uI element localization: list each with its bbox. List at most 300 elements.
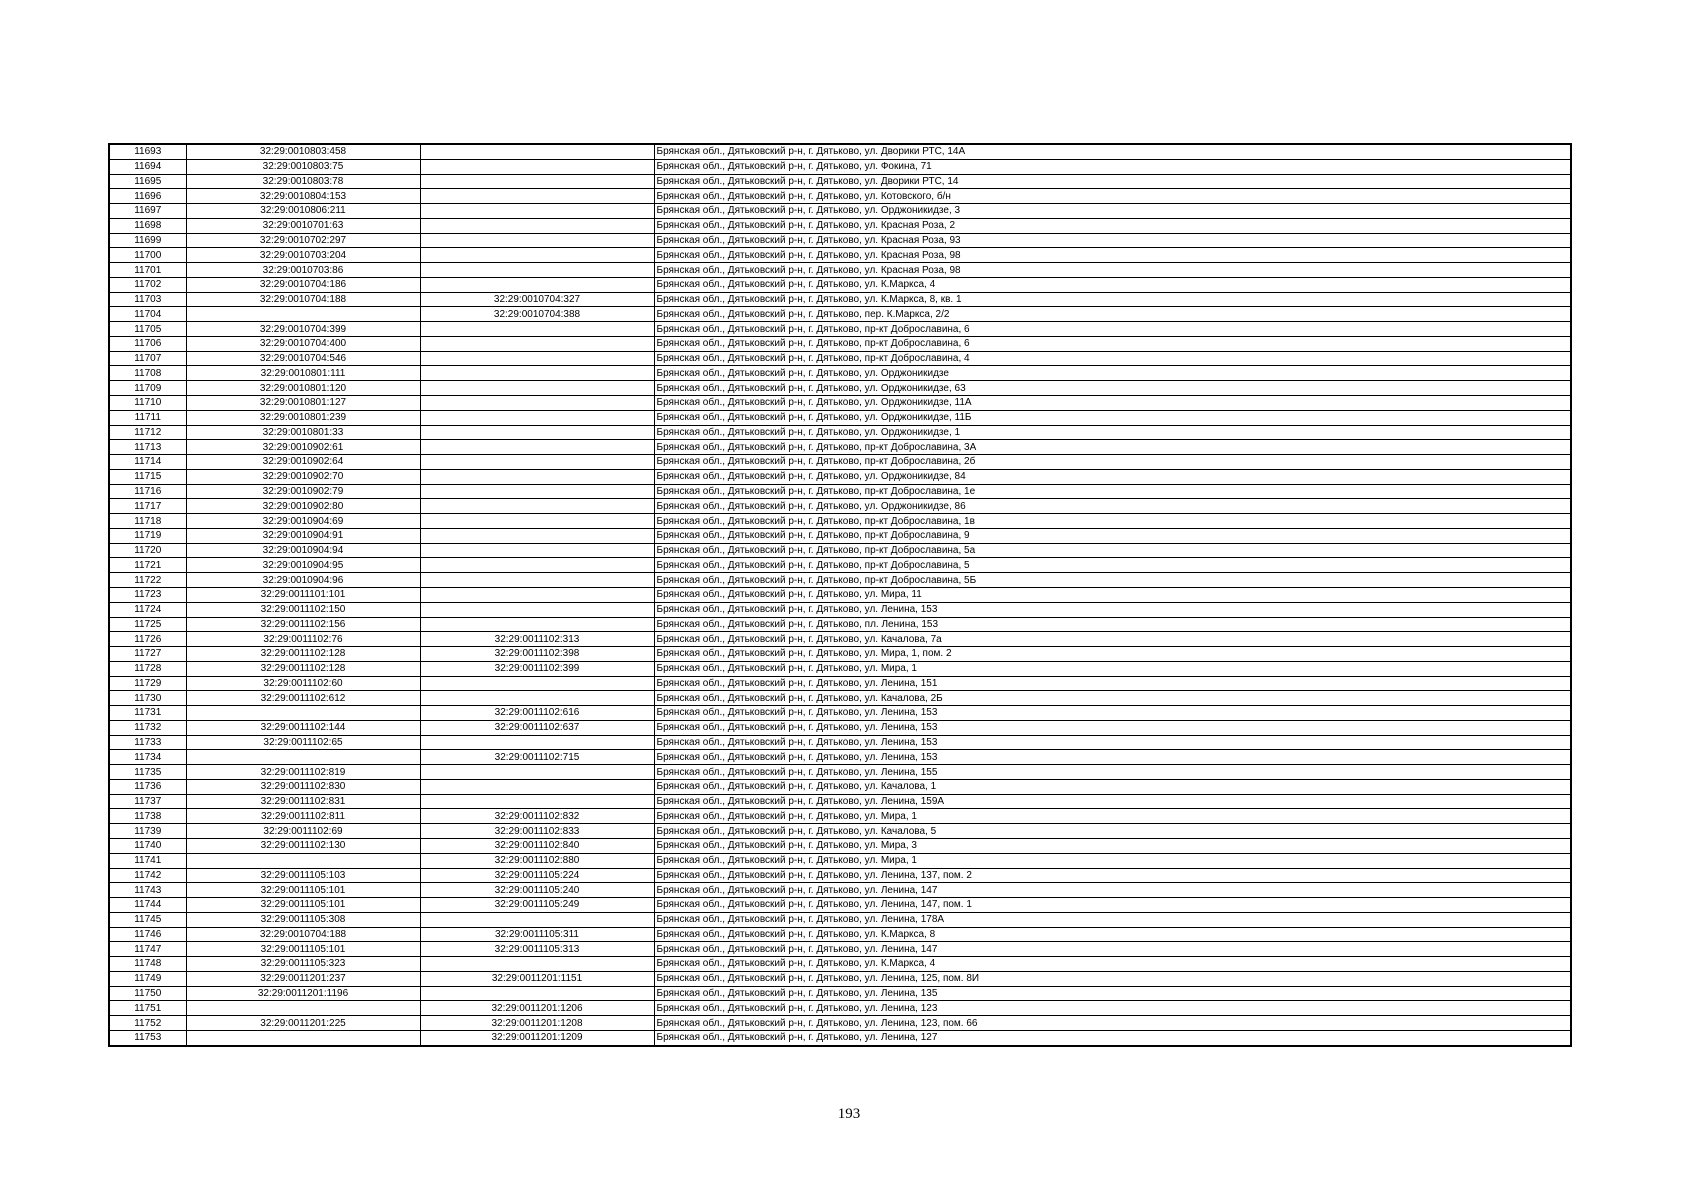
cadastral-number-cell: 32:29:0010704:188 [186, 927, 420, 942]
address-cell: Брянская обл., Дятьковский р-н, г. Дятьково, пр-кт Доброславина, 2б [654, 455, 1571, 470]
table-row [109, 336, 1571, 351]
cadastral-number-2-cell [420, 794, 654, 809]
address-cell: Брянская обл., Дятьковский р-н, г. Дятьково, пр-кт Доброславина, 5Б [654, 573, 1571, 588]
cadastral-number-2-cell: 32:29:0011102:880 [420, 853, 654, 868]
address-cell: Брянская обл., Дятьковский р-н, г. Дятьково, ул. Орджоникидзе, 1 [654, 425, 1571, 440]
row-number-cell: 11693 [109, 144, 186, 159]
address-cell: Брянская обл., Дятьковский р-н, г. Дятьково, ул. Дворики РТС, 14 [654, 174, 1571, 189]
row-number-cell: 11723 [109, 587, 186, 602]
address-cell: Брянская обл., Дятьковский р-н, г. Дятьково, ул. Мира, 1 [654, 853, 1571, 868]
row-number-cell: 11724 [109, 602, 186, 617]
cadastral-number-cell: 32:29:0010902:70 [186, 469, 420, 484]
row-number-cell: 11736 [109, 779, 186, 794]
row-number-cell: 11749 [109, 971, 186, 986]
table-row [109, 809, 1571, 824]
row-number-cell: 11727 [109, 647, 186, 662]
row-number-cell: 11709 [109, 381, 186, 396]
cadastral-number-2-cell [420, 233, 654, 248]
table-row [109, 647, 1571, 662]
table-row [109, 1016, 1571, 1031]
cadastral-number-cell: 32:29:0010904:69 [186, 514, 420, 529]
table-row [109, 233, 1571, 248]
table-row [109, 558, 1571, 573]
row-number-cell: 11722 [109, 573, 186, 588]
row-number-cell: 11703 [109, 292, 186, 307]
cadastral-number-cell: 32:29:0011102:128 [186, 661, 420, 676]
table-row [109, 573, 1571, 588]
cadastral-number-cell: 32:29:0010902:80 [186, 499, 420, 514]
cadastral-number-2-cell [420, 587, 654, 602]
table-row [109, 602, 1571, 617]
address-cell: Брянская обл., Дятьковский р-н, г. Дятьково, ул. Орджоникидзе, 84 [654, 469, 1571, 484]
cadastral-number-cell [186, 706, 420, 721]
row-number-cell: 11731 [109, 706, 186, 721]
cadastral-number-cell: 32:29:0011102:831 [186, 794, 420, 809]
register-table-body [109, 144, 1571, 1046]
table-row [109, 1001, 1571, 1016]
row-number-cell: 11750 [109, 986, 186, 1001]
cadastral-number-2-cell: 32:29:0011105:311 [420, 927, 654, 942]
table-row [109, 794, 1571, 809]
cadastral-number-cell: 32:29:0011105:101 [186, 883, 420, 898]
cadastral-number-cell: 32:29:0010801:127 [186, 396, 420, 411]
row-number-cell: 11705 [109, 322, 186, 337]
cadastral-number-2-cell [420, 336, 654, 351]
cadastral-number-2-cell [420, 174, 654, 189]
table-row [109, 898, 1571, 913]
table-row [109, 396, 1571, 411]
cadastral-number-cell: 32:29:0011102:819 [186, 765, 420, 780]
cadastral-number-cell: 32:29:0011102:65 [186, 735, 420, 750]
address-cell: Брянская обл., Дятьковский р-н, г. Дятьково, ул. К.Маркса, 4 [654, 277, 1571, 292]
address-cell: Брянская обл., Дятьковский р-н, г. Дятьково, ул. Качалова, 5 [654, 824, 1571, 839]
address-cell: Брянская обл., Дятьковский р-н, г. Дятьково, ул. Ленина, 153 [654, 602, 1571, 617]
address-cell: Брянская обл., Дятьковский р-н, г. Дятьково, ул. Орджоникидзе, 63 [654, 381, 1571, 396]
cadastral-number-2-cell [420, 691, 654, 706]
address-cell: Брянская обл., Дятьковский р-н, г. Дятьково, ул. Красная Роза, 2 [654, 218, 1571, 233]
cadastral-number-2-cell [420, 218, 654, 233]
row-number-cell: 11697 [109, 204, 186, 219]
cadastral-number-2-cell [420, 159, 654, 174]
row-number-cell: 11732 [109, 720, 186, 735]
cadastral-number-2-cell: 32:29:0011102:832 [420, 809, 654, 824]
address-cell: Брянская обл., Дятьковский р-н, г. Дятьково, ул. Ленина, 135 [654, 986, 1571, 1001]
cadastral-number-cell: 32:29:0011102:830 [186, 779, 420, 794]
cadastral-number-2-cell [420, 617, 654, 632]
table-row [109, 410, 1571, 425]
cadastral-number-cell: 32:29:0011102:76 [186, 632, 420, 647]
cadastral-number-cell: 32:29:0010904:94 [186, 543, 420, 558]
cadastral-number-2-cell [420, 396, 654, 411]
table-row [109, 957, 1571, 972]
cadastral-number-cell: 32:29:0011105:103 [186, 868, 420, 883]
address-cell: Брянская обл., Дятьковский р-н, г. Дятьково, пр-кт Доброславина, 5 [654, 558, 1571, 573]
address-cell: Брянская обл., Дятьковский р-н, г. Дятьково, ул. Ленина, 153 [654, 720, 1571, 735]
row-number-cell: 11746 [109, 927, 186, 942]
cadastral-number-cell: 32:29:0010704:188 [186, 292, 420, 307]
address-cell: Брянская обл., Дятьковский р-н, г. Дятьково, ул. Ленина, 137, пом. 2 [654, 868, 1571, 883]
address-cell: Брянская обл., Дятьковский р-н, г. Дятьково, ул. Дворики РТС, 14А [654, 144, 1571, 159]
row-number-cell: 11708 [109, 366, 186, 381]
address-cell: Брянская обл., Дятьковский р-н, г. Дятьково, ул. Мира, 11 [654, 587, 1571, 602]
cadastral-number-2-cell: 32:29:0011105:249 [420, 898, 654, 913]
cadastral-number-2-cell [420, 366, 654, 381]
cadastral-number-cell: 32:29:0011105:323 [186, 957, 420, 972]
table-row [109, 351, 1571, 366]
cadastral-number-cell: 32:29:0011101:101 [186, 587, 420, 602]
table-row [109, 514, 1571, 529]
row-number-cell: 11719 [109, 528, 186, 543]
address-cell: Брянская обл., Дятьковский р-н, г. Дятьково, пр-кт Доброславина, 1е [654, 484, 1571, 499]
row-number-cell: 11718 [109, 514, 186, 529]
table-row [109, 853, 1571, 868]
cadastral-number-2-cell [420, 322, 654, 337]
table-row [109, 366, 1571, 381]
row-number-cell: 11717 [109, 499, 186, 514]
table-row [109, 691, 1571, 706]
table-row [109, 868, 1571, 883]
cadastral-number-2-cell [420, 263, 654, 278]
row-number-cell: 11713 [109, 440, 186, 455]
cadastral-number-2-cell [420, 248, 654, 263]
row-number-cell: 11710 [109, 396, 186, 411]
table-row [109, 218, 1571, 233]
address-cell: Брянская обл., Дятьковский р-н, г. Дятьково, ул. К.Маркса, 4 [654, 957, 1571, 972]
row-number-cell: 11744 [109, 898, 186, 913]
cadastral-number-2-cell [420, 499, 654, 514]
row-number-cell: 11706 [109, 336, 186, 351]
cadastral-number-cell: 32:29:0010704:400 [186, 336, 420, 351]
address-cell: Брянская обл., Дятьковский р-н, г. Дятьково, ул. К.Маркса, 8 [654, 927, 1571, 942]
cadastral-number-2-cell [420, 765, 654, 780]
cadastral-number-cell [186, 1030, 420, 1045]
address-cell: Брянская обл., Дятьковский р-н, г. Дятьково, пр-кт Доброславина, 4 [654, 351, 1571, 366]
address-cell: Брянская обл., Дятьковский р-н, г. Дятьково, ул. Ленина, 151 [654, 676, 1571, 691]
address-cell: Брянская обл., Дятьковский р-н, г. Дятьково, ул. Ленина, 159А [654, 794, 1571, 809]
address-cell: Брянская обл., Дятьковский р-н, г. Дятьково, ул. Орджоникидзе [654, 366, 1571, 381]
cadastral-number-cell: 32:29:0010801:239 [186, 410, 420, 425]
cadastral-number-cell: 32:29:0011102:130 [186, 838, 420, 853]
address-cell: Брянская обл., Дятьковский р-н, г. Дятьково, ул. Ленина, 147, пом. 1 [654, 898, 1571, 913]
cadastral-number-2-cell: 32:29:0010704:388 [420, 307, 654, 322]
table-row [109, 174, 1571, 189]
cadastral-number-2-cell: 32:29:0011201:1151 [420, 971, 654, 986]
cadastral-number-cell [186, 853, 420, 868]
row-number-cell: 11728 [109, 661, 186, 676]
address-cell: Брянская обл., Дятьковский р-н, г. Дятьково, ул. Ленина, 155 [654, 765, 1571, 780]
cadastral-number-2-cell [420, 986, 654, 1001]
row-number-cell: 11725 [109, 617, 186, 632]
address-cell: Брянская обл., Дятьковский р-н, г. Дятьково, ул. Мира, 1 [654, 661, 1571, 676]
cadastral-number-2-cell [420, 381, 654, 396]
cadastral-number-cell: 32:29:0010803:75 [186, 159, 420, 174]
row-number-cell: 11748 [109, 957, 186, 972]
cadastral-number-cell: 32:29:0011105:101 [186, 898, 420, 913]
table-row [109, 543, 1571, 558]
row-number-cell: 11740 [109, 838, 186, 853]
cadastral-number-cell: 32:29:0010704:186 [186, 277, 420, 292]
table-row [109, 292, 1571, 307]
row-number-cell: 11747 [109, 942, 186, 957]
table-row [109, 676, 1571, 691]
row-number-cell: 11737 [109, 794, 186, 809]
address-cell: Брянская обл., Дятьковский р-н, г. Дятьково, ул. Ленина, 153 [654, 706, 1571, 721]
cadastral-number-cell: 32:29:0011105:308 [186, 912, 420, 927]
cadastral-number-2-cell [420, 735, 654, 750]
row-number-cell: 11751 [109, 1001, 186, 1016]
cadastral-number-cell: 32:29:0011201:1196 [186, 986, 420, 1001]
table-row [109, 144, 1571, 159]
table-row [109, 706, 1571, 721]
table-row [109, 824, 1571, 839]
address-cell: Брянская обл., Дятьковский р-н, г. Дятьково, ул. Ленина, 123, пом. 66 [654, 1016, 1571, 1031]
cadastral-number-cell: 32:29:0010704:546 [186, 351, 420, 366]
row-number-cell: 11730 [109, 691, 186, 706]
address-cell: Брянская обл., Дятьковский р-н, г. Дятьково, ул. Фокина, 71 [654, 159, 1571, 174]
address-cell: Брянская обл., Дятьковский р-н, г. Дятьково, ул. Орджоникидзе, 3 [654, 204, 1571, 219]
cadastral-number-2-cell: 32:29:0011102:616 [420, 706, 654, 721]
address-cell: Брянская обл., Дятьковский р-н, г. Дятьково, ул. Ленина, 153 [654, 735, 1571, 750]
cadastral-number-cell: 32:29:0011102:156 [186, 617, 420, 632]
row-number-cell: 11753 [109, 1030, 186, 1045]
address-cell: Брянская обл., Дятьковский р-н, г. Дятьково, ул. Ленина, 178А [654, 912, 1571, 927]
cadastral-number-cell [186, 1001, 420, 1016]
row-number-cell: 11716 [109, 484, 186, 499]
address-cell: Брянская обл., Дятьковский р-н, г. Дятьково, ул. Красная Роза, 98 [654, 263, 1571, 278]
row-number-cell: 11695 [109, 174, 186, 189]
cadastral-number-2-cell: 32:29:0011201:1206 [420, 1001, 654, 1016]
cadastral-number-cell: 32:29:0010806:211 [186, 204, 420, 219]
cadastral-number-cell: 32:29:0011201:225 [186, 1016, 420, 1031]
table-row [109, 204, 1571, 219]
table-row [109, 1030, 1571, 1045]
cadastral-number-cell: 32:29:0010904:91 [186, 528, 420, 543]
address-cell: Брянская обл., Дятьковский р-н, г. Дятьково, ул. Мира, 1 [654, 809, 1571, 824]
table-row [109, 381, 1571, 396]
table-row [109, 425, 1571, 440]
cadastral-number-2-cell: 32:29:0011102:313 [420, 632, 654, 647]
cadastral-number-cell: 32:29:0011102:69 [186, 824, 420, 839]
table-row [109, 632, 1571, 647]
cadastral-number-2-cell: 32:29:0011102:637 [420, 720, 654, 735]
cadastral-number-2-cell [420, 455, 654, 470]
cadastral-number-cell: 32:29:0011102:144 [186, 720, 420, 735]
cadastral-number-cell: 32:29:0010801:111 [186, 366, 420, 381]
cadastral-number-cell: 32:29:0011102:811 [186, 809, 420, 824]
register-table [108, 143, 1572, 1047]
cadastral-number-cell: 32:29:0011102:150 [186, 602, 420, 617]
row-number-cell: 11698 [109, 218, 186, 233]
cadastral-number-2-cell: 32:29:0011102:715 [420, 750, 654, 765]
table-row [109, 307, 1571, 322]
cadastral-number-2-cell [420, 425, 654, 440]
cadastral-number-cell: 32:29:0011105:101 [186, 942, 420, 957]
row-number-cell: 11739 [109, 824, 186, 839]
cadastral-number-2-cell [420, 957, 654, 972]
address-cell: Брянская обл., Дятьковский р-н, г. Дятьково, пр-кт Доброславина, 9 [654, 528, 1571, 543]
cadastral-number-2-cell [420, 602, 654, 617]
row-number-cell: 11745 [109, 912, 186, 927]
row-number-cell: 11696 [109, 189, 186, 204]
table-row [109, 484, 1571, 499]
table-row [109, 455, 1571, 470]
cadastral-number-2-cell [420, 410, 654, 425]
cadastral-number-cell: 32:29:0011102:128 [186, 647, 420, 662]
cadastral-number-cell: 32:29:0010904:96 [186, 573, 420, 588]
cadastral-number-cell: 32:29:0010803:78 [186, 174, 420, 189]
table-row [109, 765, 1571, 780]
row-number-cell: 11704 [109, 307, 186, 322]
address-cell: Брянская обл., Дятьковский р-н, г. Дятьково, ул. Качалова, 1 [654, 779, 1571, 794]
row-number-cell: 11707 [109, 351, 186, 366]
table-row [109, 779, 1571, 794]
cadastral-number-2-cell [420, 779, 654, 794]
address-cell: Брянская обл., Дятьковский р-н, г. Дятьково, ул. Качалова, 7а [654, 632, 1571, 647]
address-cell: Брянская обл., Дятьковский р-н, г. Дятьково, ул. Ленина, 123 [654, 1001, 1571, 1016]
cadastral-number-2-cell: 32:29:0011102:399 [420, 661, 654, 676]
address-cell: Брянская обл., Дятьковский р-н, г. Дятьково, ул. Котовского, б/н [654, 189, 1571, 204]
row-number-cell: 11752 [109, 1016, 186, 1031]
cadastral-number-2-cell [420, 189, 654, 204]
table-row [109, 469, 1571, 484]
address-cell: Брянская обл., Дятьковский р-н, г. Дятьково, пр-кт Доброславина, 1в [654, 514, 1571, 529]
cadastral-number-cell: 32:29:0010801:120 [186, 381, 420, 396]
cadastral-number-2-cell [420, 558, 654, 573]
cadastral-number-cell: 32:29:0011102:60 [186, 676, 420, 691]
cadastral-number-2-cell: 32:29:0010704:327 [420, 292, 654, 307]
cadastral-number-2-cell [420, 351, 654, 366]
table-row [109, 587, 1571, 602]
cadastral-number-2-cell: 32:29:0011102:833 [420, 824, 654, 839]
row-number-cell: 11715 [109, 469, 186, 484]
row-number-cell: 11729 [109, 676, 186, 691]
table-row [109, 750, 1571, 765]
cadastral-number-2-cell: 32:29:0011105:240 [420, 883, 654, 898]
table-row [109, 277, 1571, 292]
cadastral-number-cell: 32:29:0011102:612 [186, 691, 420, 706]
row-number-cell: 11720 [109, 543, 186, 558]
table-row [109, 189, 1571, 204]
cadastral-number-cell: 32:29:0010703:86 [186, 263, 420, 278]
cadastral-number-2-cell: 32:29:0011105:224 [420, 868, 654, 883]
page-number: 193 [837, 1106, 861, 1122]
row-number-cell: 11702 [109, 277, 186, 292]
row-number-cell: 11743 [109, 883, 186, 898]
cadastral-number-cell: 32:29:0010902:61 [186, 440, 420, 455]
address-cell: Брянская обл., Дятьковский р-н, г. Дятьково, ул. Орджоникидзе, 86 [654, 499, 1571, 514]
cadastral-number-2-cell: 32:29:0011102:840 [420, 838, 654, 853]
cadastral-number-cell: 32:29:0010804:153 [186, 189, 420, 204]
row-number-cell: 11712 [109, 425, 186, 440]
cadastral-number-2-cell [420, 528, 654, 543]
cadastral-number-2-cell: 32:29:0011105:313 [420, 942, 654, 957]
table-row [109, 440, 1571, 455]
cadastral-number-2-cell: 32:29:0011102:398 [420, 647, 654, 662]
cadastral-number-2-cell [420, 573, 654, 588]
table-row [109, 499, 1571, 514]
cadastral-number-2-cell [420, 440, 654, 455]
table-row [109, 720, 1571, 735]
row-number-cell: 11701 [109, 263, 186, 278]
row-number-cell: 11711 [109, 410, 186, 425]
cadastral-number-2-cell: 32:29:0011201:1209 [420, 1030, 654, 1045]
row-number-cell: 11726 [109, 632, 186, 647]
row-number-cell: 11699 [109, 233, 186, 248]
row-number-cell: 11742 [109, 868, 186, 883]
cadastral-number-cell: 32:29:0010701:63 [186, 218, 420, 233]
address-cell: Брянская обл., Дятьковский р-н, г. Дятьково, ул. Мира, 1, пом. 2 [654, 647, 1571, 662]
address-cell: Брянская обл., Дятьковский р-н, г. Дятьково, ул. К.Маркса, 8, кв. 1 [654, 292, 1571, 307]
address-cell: Брянская обл., Дятьковский р-н, г. Дятьково, ул. Качалова, 2Б [654, 691, 1571, 706]
cadastral-number-2-cell [420, 469, 654, 484]
cadastral-number-cell: 32:29:0011201:237 [186, 971, 420, 986]
table-row [109, 322, 1571, 337]
cadastral-number-2-cell [420, 676, 654, 691]
address-cell: Брянская обл., Дятьковский р-н, г. Дятьково, ул. Орджоникидзе, 11А [654, 396, 1571, 411]
address-cell: Брянская обл., Дятьковский р-н, г. Дятьково, ул. Мира, 3 [654, 838, 1571, 853]
row-number-cell: 11694 [109, 159, 186, 174]
row-number-cell: 11700 [109, 248, 186, 263]
row-number-cell: 11733 [109, 735, 186, 750]
address-cell: Брянская обл., Дятьковский р-н, г. Дятьково, ул. Ленина, 125, пом. 8И [654, 971, 1571, 986]
table-row [109, 838, 1571, 853]
address-cell: Брянская обл., Дятьковский р-н, г. Дятьково, пер. К.Маркса, 2/2 [654, 307, 1571, 322]
cadastral-number-cell: 32:29:0010902:64 [186, 455, 420, 470]
table-row [109, 263, 1571, 278]
cadastral-number-cell: 32:29:0010904:95 [186, 558, 420, 573]
cadastral-number-2-cell [420, 514, 654, 529]
cadastral-number-cell: 32:29:0010801:33 [186, 425, 420, 440]
row-number-cell: 11734 [109, 750, 186, 765]
cadastral-number-2-cell [420, 144, 654, 159]
row-number-cell: 11735 [109, 765, 186, 780]
address-cell: Брянская обл., Дятьковский р-н, г. Дятьково, ул. Ленина, 127 [654, 1030, 1571, 1045]
table-row [109, 971, 1571, 986]
address-cell: Брянская обл., Дятьковский р-н, г. Дятьково, ул. Красная Роза, 93 [654, 233, 1571, 248]
table-row [109, 912, 1571, 927]
row-number-cell: 11738 [109, 809, 186, 824]
cadastral-number-cell: 32:29:0010702:297 [186, 233, 420, 248]
table-row [109, 617, 1571, 632]
table-row [109, 661, 1571, 676]
table-row [109, 883, 1571, 898]
table-row [109, 986, 1571, 1001]
cadastral-number-cell: 32:29:0010902:79 [186, 484, 420, 499]
address-cell: Брянская обл., Дятьковский р-н, г. Дятьково, ул. Красная Роза, 98 [654, 248, 1571, 263]
cadastral-number-2-cell: 32:29:0011201:1208 [420, 1016, 654, 1031]
cadastral-number-2-cell [420, 277, 654, 292]
address-cell: Брянская обл., Дятьковский р-н, г. Дятьково, пр-кт Доброславина, 3А [654, 440, 1571, 455]
address-cell: Брянская обл., Дятьковский р-н, г. Дятьково, ул. Орджоникидзе, 11Б [654, 410, 1571, 425]
address-cell: Брянская обл., Дятьковский р-н, г. Дятьково, ул. Ленина, 153 [654, 750, 1571, 765]
address-cell: Брянская обл., Дятьковский р-н, г. Дятьково, ул. Ленина, 147 [654, 883, 1571, 898]
cadastral-number-2-cell [420, 543, 654, 558]
table-row [109, 735, 1571, 750]
address-cell: Брянская обл., Дятьковский р-н, г. Дятьково, пр-кт Доброславина, 6 [654, 322, 1571, 337]
cadastral-number-cell: 32:29:0010704:399 [186, 322, 420, 337]
cadastral-number-2-cell [420, 484, 654, 499]
cadastral-number-cell: 32:29:0010703:204 [186, 248, 420, 263]
cadastral-number-cell [186, 307, 420, 322]
table-row [109, 528, 1571, 543]
cadastral-number-cell [186, 750, 420, 765]
table-row [109, 248, 1571, 263]
address-cell: Брянская обл., Дятьковский р-н, г. Дятьково, пр-кт Доброславина, 6 [654, 336, 1571, 351]
address-cell: Брянская обл., Дятьковский р-н, г. Дятьково, пр-кт Доброславина, 5а [654, 543, 1571, 558]
row-number-cell: 11721 [109, 558, 186, 573]
row-number-cell: 11714 [109, 455, 186, 470]
address-cell: Брянская обл., Дятьковский р-н, г. Дятьково, пл. Ленина, 153 [654, 617, 1571, 632]
